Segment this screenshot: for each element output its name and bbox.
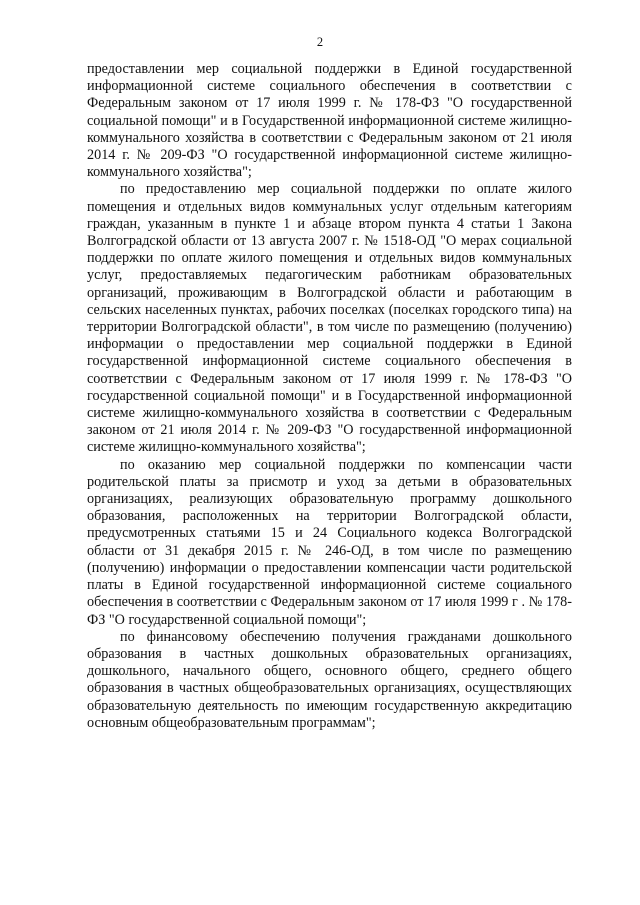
paragraph-parental-fee-compensation: по оказанию мер социальной поддержки по компенсации части родительской платы за присмотр и уход за детьми в образовательных организациях, реализующих образовательную программу дошкольного образования, расположенных на территории Волгоградской области, предусмотренных статьями 15 и 24 Социального кодекса Волгоградской области от 31 декабря 2015 г. № 246-ОД, в том числе по размещению (получению) информации о предоставлении компенсации части родительской платы в Единой государственной информационной системе социального обеспечения в соответствии с Федеральным законом от 17 июля 1999 г . № 178-ФЗ "О государственной социальной помощи"; (87, 456, 572, 628)
paragraph-housing-support: по предоставлению мер социальной поддержки по оплате жилого помещения и отдельных видов коммунальных услуг отдельным категориям граждан, указанным в пункте 1 и абзаце втором пункта 4 статьи 1 Закона Волгоградской области от 13 августа 2007 г. № 1518-ОД "О мерах социальной поддержки по оплате жилого помещения и отдельных видов коммунальных услуг, предоставляемых педагогическим работникам образовательных организаций, проживающим в Волгоградской области и работающим в сельских населенных пунктах, рабочих поселках (поселках городского типа) на территории Волгоградской области", в том числе по размещению (получению) информации о предоставлении мер социальной поддержки в Единой государственной информационной системе социального обеспечения в соответствии с Федеральным законом от 17 июля 1999 г. № 178-ФЗ "О государственной социальной помощи" и в Государственной информационной системе жилищно-коммунального хозяйства в соответствии с Федеральным законом от 21 июля 2014 г. № 209-ФЗ "О государственной информационной системе жилищно-коммунального хозяйства"; (87, 181, 572, 456)
document-body (87, 61, 572, 732)
page-number: 2 (316, 35, 324, 49)
paragraph-private-education-funding: по финансовому обеспечению получения гражданами дошкольного образования в частных дошкольных образовательных организациях, дошкольного, начального общего, основного общего, среднего общего образования в частных общеобразовательных организациях, осуществляющих образовательную деятельность по имеющим государственную аккредитацию основным общеобразовательным программам"; (87, 628, 572, 731)
paragraph-intro-continuation: предоставлении мер социальной поддержки в Единой государственной информационной системе социального обеспечения в соответствии с Федеральным законом от 17 июля 1999 г. № 178-ФЗ "О государственной социальной помощи" и в Государственной информационной системе жилищно-коммунального хозяйства в соответствии с Федеральным законом от 21 июля 2014 г. № 209-ФЗ "О государственной информационной системе жилищно-коммунального хозяйства"; (87, 61, 572, 181)
